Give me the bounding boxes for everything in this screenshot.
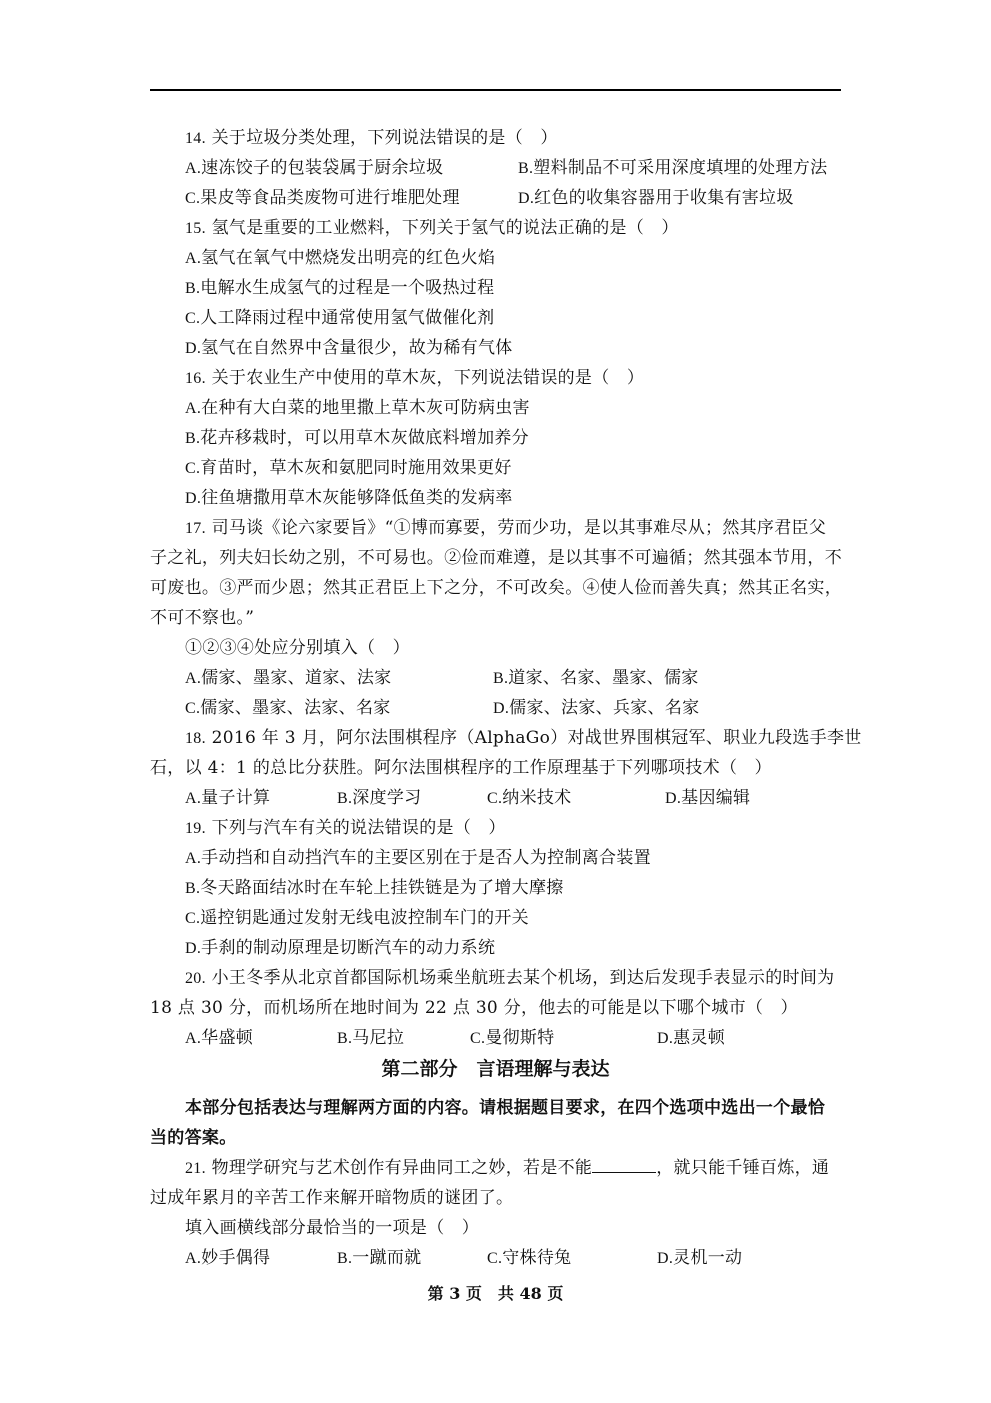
section-intro-line-1: 本部分包括表达与理解两方面的内容。请根据题目要求，在四个选项中选出一个最恰 bbox=[185, 1098, 826, 1118]
option-d: D.灵机一动 bbox=[657, 1248, 743, 1268]
option-a: A.妙手偶得 bbox=[185, 1248, 271, 1268]
question-17-stem-line-3: 可废也。③严而少恩；然其正君臣上下之分，不可改矣。④使人俭而善失真；然其正名实， bbox=[150, 578, 842, 598]
page-number: 第 3 页 共 48 页 bbox=[427, 1284, 564, 1303]
header-rule bbox=[150, 89, 841, 91]
option-d: D.惠灵顿 bbox=[657, 1028, 726, 1048]
option-a: A.儒家、墨家、道家、法家 bbox=[185, 668, 392, 688]
option-a: A.在种有大白菜的地里撒上草木灰可防病虫害 bbox=[185, 398, 530, 418]
option-b: B.道家、名家、墨家、儒家 bbox=[493, 668, 699, 688]
question-15-stem bbox=[185, 213, 841, 243]
fill-in-blank bbox=[592, 1154, 656, 1173]
option-d: D.基因编辑 bbox=[665, 788, 751, 808]
question-17-prompt: ①②③④处应分别填入（ ） bbox=[185, 638, 410, 658]
question-21-stem-line-1 bbox=[185, 1153, 841, 1183]
option-c: C.曼彻斯特 bbox=[470, 1028, 555, 1048]
option-a: A.速冻饺子的包装袋属于厨余垃圾 bbox=[185, 158, 444, 178]
question-14-options-row-2 bbox=[185, 183, 841, 213]
question-14-options-row-1 bbox=[185, 153, 841, 183]
question-21-prompt: 填入画横线部分最恰当的一项是（ ） bbox=[185, 1218, 480, 1238]
option-c: C.育苗时，草木灰和氨肥同时施用效果更好 bbox=[185, 458, 512, 478]
option-c: C.果皮等食品类废物可进行堆肥处理 bbox=[185, 188, 460, 208]
question-18-stem-line-2: 石，以 4：1 的总比分获胜。阿尔法围棋程序的工作原理基于下列哪项技术（ ） bbox=[150, 758, 772, 778]
question-20-stem-line-1 bbox=[185, 963, 841, 993]
question-text: 物理学研究与艺术创作有异曲同工之妙，若是不能 bbox=[211, 1158, 593, 1178]
option-a: A.手动挡和自动挡汽车的主要区别在于是否人为控制离合装置 bbox=[185, 848, 651, 868]
option-c: C.人工降雨过程中通常使用氢气做催化剂 bbox=[185, 308, 495, 328]
question-18-options bbox=[185, 783, 841, 813]
option-d: D.红色的收集容器用于收集有害垃圾 bbox=[518, 188, 794, 208]
option-c: C.守株待兔 bbox=[487, 1248, 572, 1268]
question-18-stem-line-1 bbox=[185, 723, 862, 753]
question-number: 18. bbox=[185, 730, 206, 747]
question-16-stem bbox=[185, 363, 841, 393]
option-a: A.氢气在氧气中燃烧发出明亮的红色火焰 bbox=[185, 248, 496, 268]
option-d: D.手刹的制动原理是切断汽车的动力系统 bbox=[185, 938, 496, 958]
question-17-stem-line-1 bbox=[185, 513, 841, 543]
section-intro-line-2: 当的答案。 bbox=[150, 1128, 237, 1148]
option-c: C.纳米技术 bbox=[487, 788, 572, 808]
option-b: B.一蹴而就 bbox=[337, 1248, 422, 1268]
question-14-stem bbox=[185, 123, 841, 153]
question-17-options-row-1 bbox=[185, 663, 841, 693]
option-b: B.电解水生成氢气的过程是一个吸热过程 bbox=[185, 278, 495, 298]
option-d: D.往鱼塘撒用草木灰能够降低鱼类的发病率 bbox=[185, 488, 513, 508]
question-19-stem bbox=[185, 813, 841, 843]
question-text: 小王冬季从北京首都国际机场乘坐航班去某个机场，到达后发现手表显示的时间为 bbox=[211, 968, 835, 988]
question-number: 15. bbox=[185, 220, 206, 237]
question-21-options bbox=[185, 1243, 841, 1273]
option-a: A.华盛顿 bbox=[185, 1028, 254, 1048]
question-text: 关于农业生产中使用的草木灰，下列说法错误的是（ ） bbox=[211, 368, 645, 388]
question-17-options-row-2 bbox=[185, 693, 841, 723]
question-text: 下列与汽车有关的说法错误的是（ ） bbox=[211, 818, 506, 838]
question-number: 17. bbox=[185, 520, 206, 537]
question-number: 19. bbox=[185, 820, 206, 837]
question-20-stem-line-2: 18 点 30 分，而机场所在地时间为 22 点 30 分，他去的可能是以下哪个城市（ ） bbox=[150, 998, 798, 1018]
option-b: B.冬天路面结冰时在车轮上挂铁链是为了增大摩擦 bbox=[185, 878, 564, 898]
option-c: C.儒家、墨家、法家、名家 bbox=[185, 698, 391, 718]
option-d: D.儒家、法家、兵家、名家 bbox=[493, 698, 700, 718]
question-text: 关于垃圾分类处理，下列说法错误的是（ ） bbox=[211, 128, 558, 148]
option-b: B.花卉移栽时，可以用草木灰做底料增加养分 bbox=[185, 428, 529, 448]
question-17-stem-line-4: 不可不察也。” bbox=[150, 608, 255, 628]
question-number: 21. bbox=[185, 1160, 206, 1177]
option-b: B.塑料制品不可采用深度填埋的处理方法 bbox=[518, 158, 828, 178]
question-21-stem-line-2: 过成年累月的辛苦工作来解开暗物质的谜团了。 bbox=[150, 1188, 514, 1208]
option-b: B.马尼拉 bbox=[337, 1028, 405, 1048]
option-a: A.量子计算 bbox=[185, 788, 271, 808]
question-text: 2016 年 3 月，阿尔法围棋程序（AlphaGo）对战世界围棋冠军、职业九段选手李世 bbox=[211, 728, 862, 748]
option-b: B.深度学习 bbox=[337, 788, 422, 808]
section-title: 第二部分 言语理解与表达 bbox=[381, 1058, 610, 1080]
option-d: D.氢气在自然界中含量很少，故为稀有气体 bbox=[185, 338, 513, 358]
question-17-stem-line-2: 子之礼，列夫妇长幼之别，不可易也。②俭而难遵，是以其事不可遍循；然其强本节用，不 bbox=[150, 548, 842, 568]
question-number: 14. bbox=[185, 130, 206, 147]
question-text: 氢气是重要的工业燃料，下列关于氢气的说法正确的是（ ） bbox=[211, 218, 679, 238]
question-20-options bbox=[185, 1023, 841, 1053]
question-text: 司马谈《论六家要旨》“①博而寡要，劳而少功，是以其事难尽从；然其序君臣父 bbox=[211, 518, 827, 538]
question-number: 16. bbox=[185, 370, 206, 387]
question-number: 20. bbox=[185, 970, 206, 987]
option-c: C.遥控钥匙通过发射无线电波控制车门的开关 bbox=[185, 908, 529, 928]
question-text-cont: ，就只能千锤百炼，通 bbox=[656, 1158, 830, 1178]
